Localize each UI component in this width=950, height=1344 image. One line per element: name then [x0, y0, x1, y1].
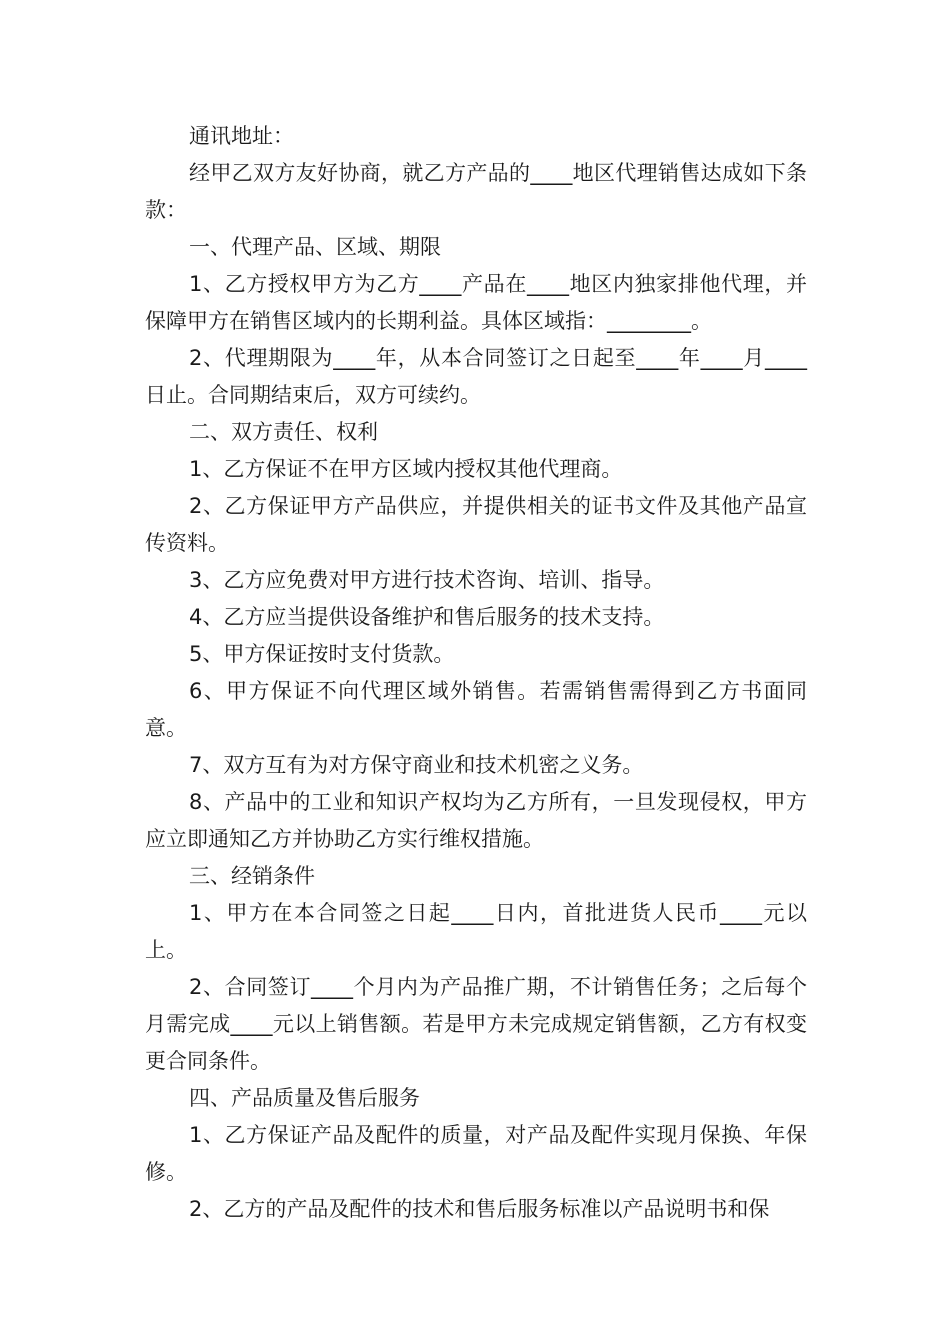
- section-heading-4: 四、产品质量及售后服务: [189, 1086, 420, 1110]
- document-body: [145, 118, 807, 1228]
- clause-2-5: 5、甲方保证按时支付货款。: [189, 642, 455, 666]
- clause-1-2: 2、代理期限为____年，从本合同签订之日起至____年____月____日止。合同期结束后，双方可续约。: [145, 346, 807, 407]
- clause-2-2: 2、乙方保证甲方产品供应，并提供相关的证书文件及其他产品宣传资料。: [145, 494, 807, 555]
- clause-2-7: 7、双方互有为对方保守商业和技术机密之义务。: [189, 753, 644, 777]
- section-heading-2: 二、双方责任、权利: [189, 420, 378, 444]
- clause-3-1: 1、甲方在本合同签之日起____日内，首批进货人民币____元以上。: [145, 901, 807, 962]
- paragraph-address: 通讯地址：: [189, 124, 294, 148]
- clause-1-1: 1、乙方授权甲方为乙方____产品在____地区内独家排他代理，并保障甲方在销售区域内的长期利益。具体区域指：________。: [145, 272, 807, 333]
- clause-2-6: 6、甲方保证不向代理区域外销售。若需销售需得到乙方书面同意。: [145, 679, 807, 740]
- clause-4-2: 2、乙方的产品及配件的技术和售后服务标准以产品说明书和保: [189, 1197, 770, 1221]
- clause-3-2: 2、合同签订____个月内为产品推广期，不计销售任务；之后每个月需完成____元以上销售额。若是甲方未完成规定销售额，乙方有权变更合同条件。: [145, 975, 807, 1073]
- paragraph-preamble: 经甲乙双方友好协商，就乙方产品的____地区代理销售达成如下条款：: [145, 161, 807, 222]
- clause-2-4: 4、乙方应当提供设备维护和售后服务的技术支持。: [189, 605, 665, 629]
- clause-2-3: 3、乙方应免费对甲方进行技术咨询、培训、指导。: [189, 568, 665, 592]
- section-heading-3: 三、经销条件: [189, 864, 315, 888]
- section-heading-1: 一、代理产品、区域、期限: [189, 235, 441, 259]
- clause-2-8: 8、产品中的工业和知识产权均为乙方所有，一旦发现侵权，甲方应立即通知乙方并协助乙方实行维权措施。: [145, 790, 807, 851]
- clause-2-1: 1、乙方保证不在甲方区域内授权其他代理商。: [189, 457, 623, 481]
- clause-4-1: 1、乙方保证产品及配件的质量，对产品及配件实现月保换、年保修。: [145, 1123, 807, 1184]
